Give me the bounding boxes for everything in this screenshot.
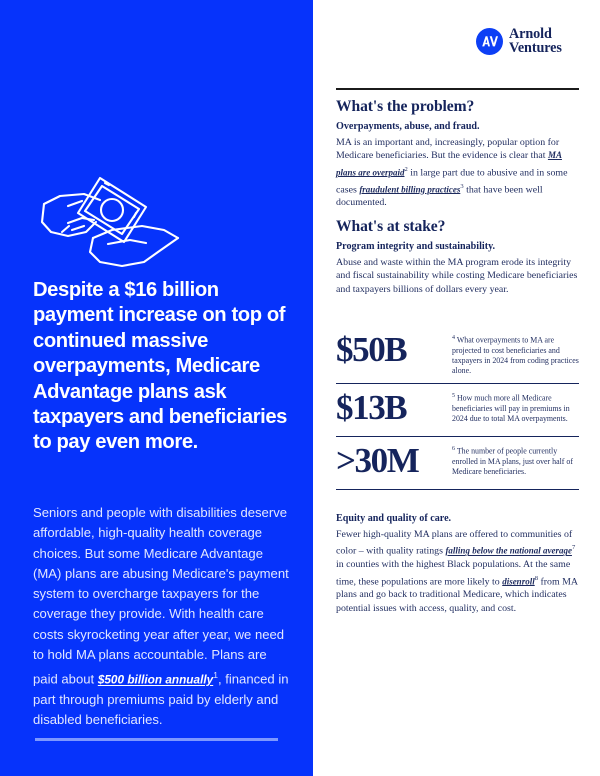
body-text-part-1: Seniors and people with disabilities deserve affordable, high-quality health coverage choices. But some Medicare Advantage (MA) plans are abusing Medicare's payment system to overcharge taxpayers for the coverage they provide. With health care costs skyrocketing year after year, we need to hold MA plans accountable. Plans are paid about bbox=[33, 505, 289, 687]
stat-figure: $13B bbox=[336, 388, 407, 428]
link-falling-below-national-average[interactable]: falling below the national average bbox=[445, 545, 572, 556]
problem-paragraph bbox=[336, 136, 579, 210]
stat-block bbox=[336, 384, 579, 437]
footnote-marker-5: 5 bbox=[452, 393, 455, 400]
stake-paragraph: Abuse and waste within the MA program erode its integrity and fiscal sustainability while costing Medicare beneficiaries and taxpayers billions of dollars every year. bbox=[336, 257, 578, 295]
top-divider bbox=[336, 88, 579, 90]
stat-note-text: What overpayments to MA are projected to cost beneficiaries and taxpayers in 2024 from coding practices alone. bbox=[452, 335, 579, 376]
section-whats-the-problem bbox=[336, 98, 579, 210]
stake-heading: What's at stake? bbox=[336, 218, 446, 235]
stake-subheading: Program integrity and sustainability. bbox=[336, 241, 496, 252]
stat-block bbox=[336, 437, 579, 490]
stat-note-text: The number of people currently enrolled in MA plans, just over half of Medicare beneficiaries. bbox=[452, 447, 573, 477]
stat-note bbox=[452, 387, 579, 424]
section-whats-at-stake bbox=[336, 218, 579, 296]
footnote-marker-6: 6 bbox=[452, 446, 455, 453]
equity-text-3: from MA plans and go back to traditional Medicare, which indicates potential issues with access, quality, and cost. bbox=[336, 575, 578, 614]
problem-subheading: Overpayments, abuse, and fraud. bbox=[336, 121, 480, 132]
stat-figure: >30M bbox=[336, 441, 419, 481]
av-monogram-icon bbox=[476, 28, 503, 55]
left-body-copy bbox=[33, 503, 291, 731]
stat-note bbox=[452, 440, 579, 477]
body-text-part-2: , financed in part through premiums paid by elderly and disabled beneficiaries. bbox=[33, 671, 289, 728]
footnote-marker-3: 3 bbox=[460, 182, 464, 190]
hands-exchanging-cash-icon bbox=[38, 160, 188, 275]
equity-text-2: in counties with the highest Black populations. At the same time, these populations are more likely to bbox=[336, 559, 571, 587]
footnote-marker-1: 1 bbox=[213, 670, 218, 681]
link-ma-plans-are-overpaid[interactable]: MA plans are overpaid bbox=[336, 150, 562, 178]
section-equity-and-quality bbox=[336, 508, 579, 615]
bottom-divider bbox=[35, 738, 278, 741]
stat-blocks bbox=[336, 326, 579, 490]
footnote-marker-4: 4 bbox=[452, 335, 455, 341]
equity-subheading: Equity and quality of care. bbox=[336, 513, 452, 524]
stat-note bbox=[452, 329, 579, 376]
link-500-billion-annually[interactable]: $500 billion annually bbox=[97, 672, 214, 687]
problem-text-3: that have been well documented. bbox=[336, 183, 543, 209]
stat-note-text: How much more all Medicare beneficiaries will pay in premiums in 2024 due to total MA overpayments. bbox=[452, 394, 570, 424]
arnold-ventures-logo bbox=[476, 28, 562, 55]
footnote-marker-8: 8 bbox=[534, 574, 538, 582]
equity-text-1: Fewer high-quality MA plans are offered to communities of color – with quality ratings bbox=[336, 529, 573, 557]
footnote-marker-7: 7 bbox=[571, 544, 576, 552]
equity-paragraph bbox=[336, 528, 579, 615]
logo-line-ventures: Ventures bbox=[509, 39, 562, 56]
link-fraudulent-billing-practices[interactable]: fraudulent billing practices bbox=[359, 183, 461, 194]
stat-block bbox=[336, 326, 579, 384]
logo-wordmark bbox=[509, 28, 562, 55]
page-headline: Despite a $16 billion payment increase on top of continued massive overpayments, Medicare Advantage plans ask taxpayers and beneficiaries to pay even more. bbox=[33, 279, 288, 454]
problem-text-1: MA is an important and, increasingly, popular option for Medicare beneficiaries. But the evidence is clear that bbox=[336, 137, 560, 162]
problem-text-2: in large part due to abusive and in some cases bbox=[336, 167, 568, 195]
link-disenroll[interactable]: disenroll bbox=[502, 575, 535, 586]
footnote-marker-2: 2 bbox=[404, 165, 408, 173]
logo-line-arnold: Arnold bbox=[509, 26, 552, 42]
problem-heading: What's the problem? bbox=[336, 98, 475, 115]
stat-figure: $50B bbox=[336, 330, 407, 369]
